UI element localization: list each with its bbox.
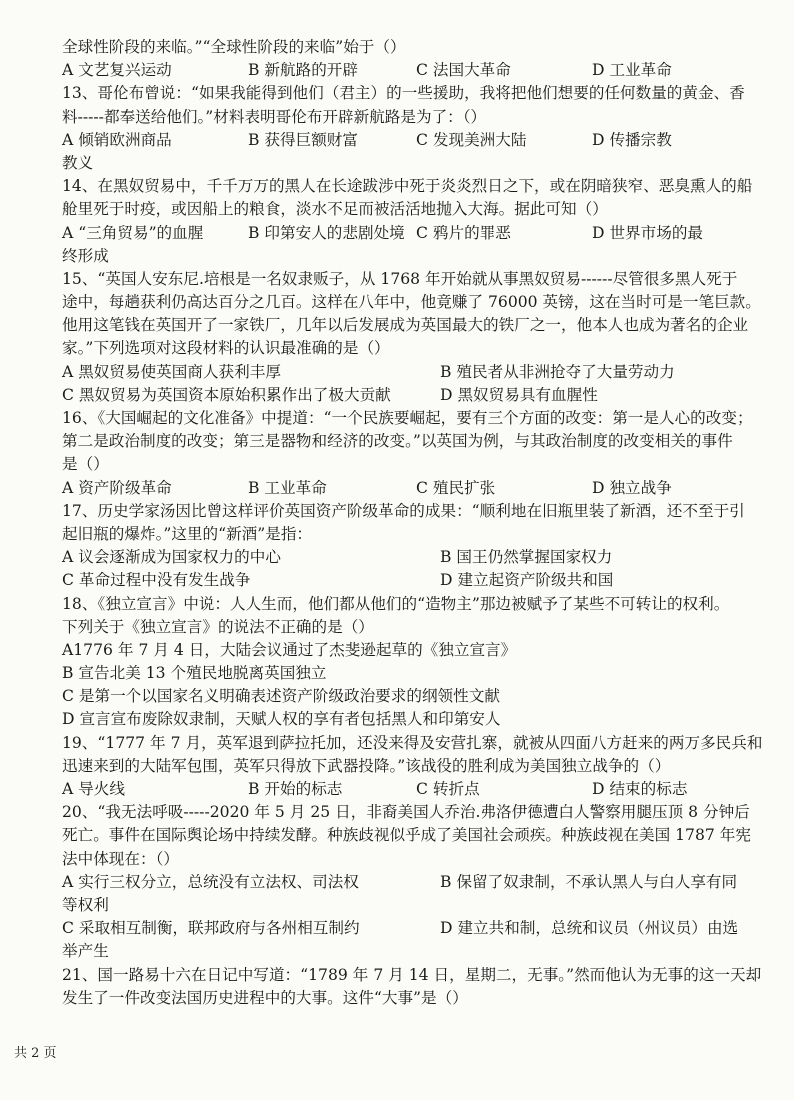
question-17-options-ab: [62, 546, 734, 569]
question-21-stem-cont: 发生了一件改变法国历史进程中的大事。这件“大事”是（）: [62, 988, 468, 1007]
question-16-stem-cont: 是（）: [62, 455, 109, 474]
option-d: D 结束的标志: [592, 780, 688, 798]
question-16-stem-cont: 第二是政治制度的改变；第三是器物和经济的改变。”以英国为例，与其政治制度的改变相关的事件: [62, 432, 733, 451]
question-15-stem-cont: 途中，每趟获利仍高达百分之几百。这样在八年中，他竟赚了 76000 英镑，这在当时可是一笔巨款。: [62, 293, 761, 312]
question-14-option-wrap: 终形成: [62, 246, 109, 265]
option-d: D 黑奴贸易具有血腥性: [440, 385, 598, 404]
option-d: D 建立共和制，总统和议员（州议员）由选: [440, 919, 739, 938]
question-14-options: [62, 222, 734, 245]
option-a: A 资产阶级革命: [62, 478, 172, 497]
option-b: B 新航路的开辟: [248, 61, 358, 80]
question-14-stem: 14、在黑奴贸易中，千千万万的黑人在长途跋涉中死于炎炎烈日之下，或在阴暗狭窄、恶臭熏人的船: [62, 177, 753, 196]
question-13-stem: 13、哥伦布曾说：“如果我能得到他们（君主）的一些援助，我将把他们想要的任何数量的黄金、香: [62, 84, 745, 103]
option-b: B 宣告北美 13 个殖民地脱离英国独立: [62, 664, 327, 683]
option-b: B 国王仍然掌握国家权力: [440, 548, 613, 567]
question-15-stem-cont: 他用这笔钱在英国开了一家铁厂，几年以后发展成为英国最大的铁厂之一，他本人也成为著名的企业: [62, 316, 749, 335]
question-13-option-wrap: 教义: [62, 153, 94, 172]
question-16-stem: 16、《大国崛起的文化准备》中提道：“一个民族要崛起，要有三个方面的改变：第一是人心的改变；: [62, 409, 753, 427]
option-d: D 独立战争: [592, 478, 672, 497]
question-21-stem: 21、国一路易十六在日记中写道：“1789 年 7 月 14 日，星期二，无事。”然而他认为无事的这一天却: [62, 965, 762, 984]
question-18-stem: 18、《独立宣言》中说：人人生而，他们都从他们的“造物主”那边被赋予了某些不可转让的权利。: [62, 594, 730, 613]
question-17-stem-cont: 起旧瓶的爆炸。”这里的“新酒”是指：: [62, 524, 313, 543]
option-d: D 传播宗教: [592, 130, 672, 149]
option-a: A1776 年 7 月 4 日，大陆会议通过了杰斐逊起草的《独立宣言》: [62, 640, 517, 659]
question-20-stem-cont: 法中体现在：（）: [62, 849, 179, 868]
page-count-footer: 共 2 页: [14, 1046, 57, 1061]
question-14-stem-cont: 舱里死于时疫，或因船上的粮食，淡水不足而被活活地抛入大海。据此可知（）: [62, 200, 608, 219]
question-12-options: [62, 59, 734, 82]
option-a: A 实行三权分立，总统没有立法权、司法权: [62, 872, 359, 891]
question-15-options-cd: [62, 384, 734, 407]
question-20-options-cd: [62, 917, 739, 940]
question-17-options-cd: [62, 569, 734, 592]
question-20-stem-cont: 死亡。事件在国际舆论场中持续发酵。种族歧视似乎成了美国社会顽疾。种族歧视在美国 1787 年宪: [62, 826, 751, 845]
option-a: A 导火线: [62, 780, 125, 798]
question-20-options-ab: [62, 871, 738, 894]
option-c: C 革命过程中没有发生战争: [62, 571, 251, 590]
question-15-stem: 15、“英国人安东尼.培根是一名奴隶贩子，从 1768 年开始就从事黑奴贸易------尽管很多黑人死于: [62, 269, 738, 288]
option-b: B 殖民者从非洲抢夺了大量劳动力: [440, 362, 675, 381]
option-d: D 宣言宣布废除奴隶制，天赋人权的享有者包括黑人和印第安人: [62, 710, 501, 729]
question-18-stem-cont: 下列关于《独立宣言》的说法不正确的是（）: [62, 617, 374, 636]
option-d: D 工业革命: [592, 61, 672, 80]
question-17-stem: 17、历史学家汤因比曾这样评价英国资产阶级革命的成果：“顺利地在旧瓶里装了新酒，还不至于引: [62, 501, 745, 520]
question-19-options: [62, 778, 734, 801]
question-15-stem-cont: 家。”下列选项对这段材料的认识最准确的是（）: [62, 339, 390, 358]
question-15-options-ab: [62, 361, 734, 384]
option-b: B 保留了奴隶制，不承认黑人与白人享有同: [440, 872, 738, 891]
option-c: C 是第一个以国家名义明确表述资产阶级政治要求的纲领性文献: [62, 687, 500, 706]
option-a: A 黑奴贸易使英国商人获利丰厚: [62, 362, 281, 381]
option-c: C 殖民扩张: [416, 478, 496, 497]
question-13-options: [62, 129, 734, 152]
option-b: B 工业革命: [248, 478, 327, 497]
question-20-option-wrap: 举产生: [62, 942, 109, 961]
option-b: B 印第安人的悲剧处境: [248, 223, 405, 242]
option-c: C 黑奴贸易为英国资本原始积累作出了极大贡献: [62, 385, 391, 404]
option-c: C 采取相互制衡，联邦政府与各州相互制约: [62, 919, 360, 938]
option-c: C 鸦片的罪恶: [416, 223, 511, 242]
question-20-stem: 20、“我无法呼吸-----2020 年 5 月 25 日，非裔美国人乔治.弗洛伊德遭白人警察用腿压顶 8 分钟后: [62, 803, 750, 822]
option-d: D 建立起资产阶级共和国: [440, 571, 614, 590]
option-d: D 世界市场的最: [592, 223, 704, 242]
option-c: C 发现美洲大陆: [416, 130, 527, 149]
question-13-stem-cont: 料-----都奉送给他们。”材料表明哥伦布开辟新航路是为了：（）: [62, 107, 487, 126]
option-c: C 法国大革命: [416, 61, 511, 80]
question-16-options: [62, 477, 734, 500]
exam-page: [62, 36, 763, 1010]
question-20-option-wrap: 等权利: [62, 895, 109, 914]
option-c: C 转折点: [416, 780, 480, 798]
question-19-stem-cont: 迅速来到的大陆军包围，英军只得放下武器投降。”该战役的胜利成为美国独立战争的（）: [62, 756, 671, 775]
option-a: A 倾销欧洲商品: [62, 130, 172, 149]
question-19-stem: 19、“1777 年 7 月，英军退到萨拉托加，还没来得及安营扎寨，就被从四面八方赶来的两万多民兵和: [62, 733, 763, 752]
option-a: A “三角贸易”的血腥: [62, 223, 204, 242]
option-b: B 开始的标志: [248, 780, 343, 798]
option-a: A 文艺复兴运动: [62, 61, 172, 80]
option-a: A 议会逐渐成为国家权力的中心: [62, 548, 281, 567]
question-12-stem: 全球性阶段的来临。”“全球性阶段的来临”始于（）: [62, 38, 406, 56]
option-b: B 获得巨额财富: [248, 130, 358, 149]
